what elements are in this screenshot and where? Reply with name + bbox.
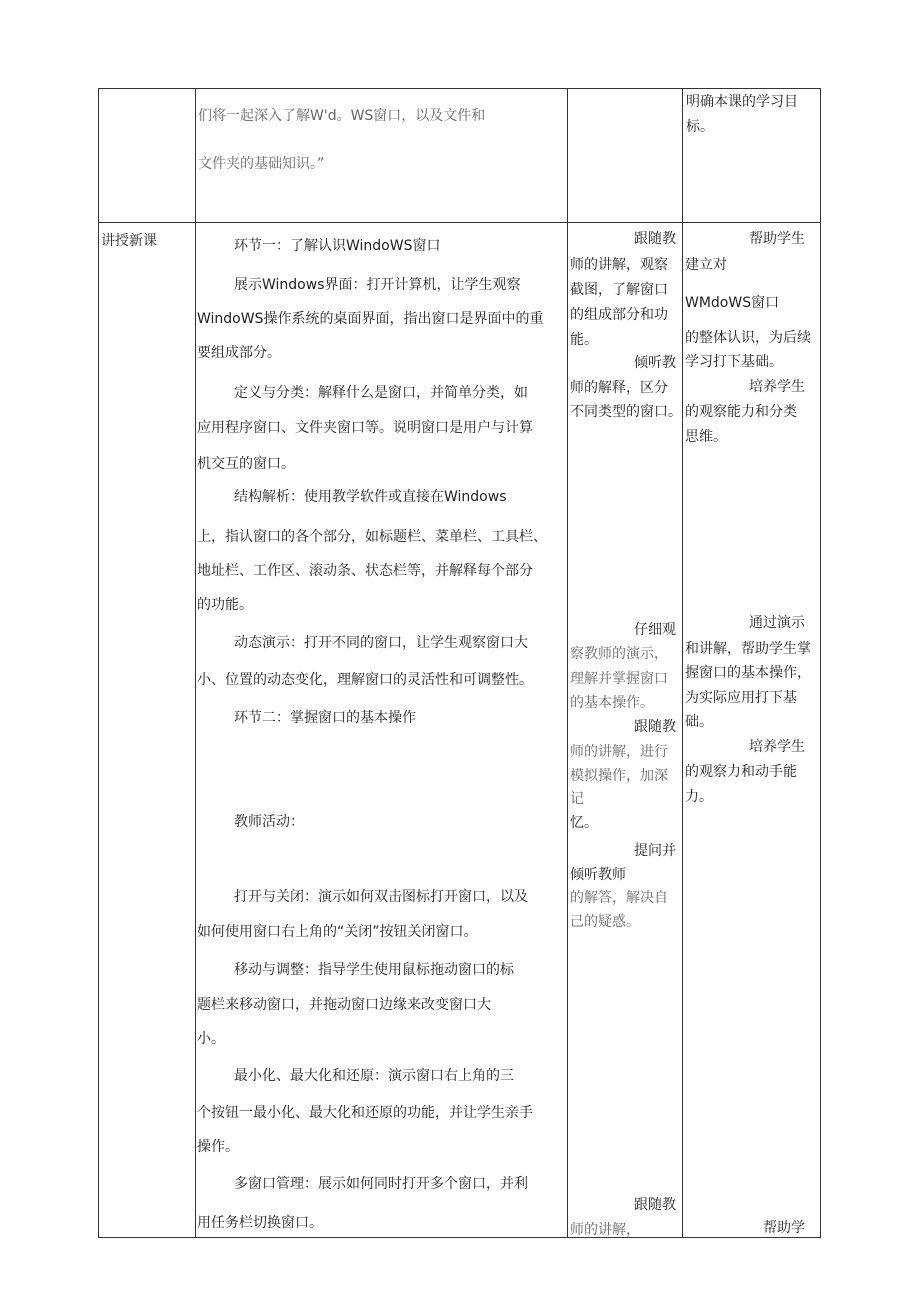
intro-lesson-line-2: 文件夹的基础知识。” <box>198 156 325 172</box>
teacher-activity-line: WindoWS操作系统的桌面界面，指出窗口是界面中的重 <box>197 311 544 327</box>
teacher-activity-line: 展示Windows界面：打开计算机，让学生观察 <box>234 277 521 293</box>
design-purpose-line: 的整体认识，为后续 <box>685 330 811 346</box>
teacher-activity-line: 用任务栏切换窗口。 <box>197 1215 323 1231</box>
design-purpose-line: 思维。 <box>685 429 727 445</box>
intro-lesson-line-1: 们将一起深入了解W'd。WS窗口，以及文件和 <box>198 108 486 124</box>
design-purpose-line: 力。 <box>685 789 713 805</box>
teacher-activity-line: 机交互的窗口。 <box>197 456 295 472</box>
teacher-activity-line: 要组成部分。 <box>197 345 281 361</box>
design-purpose-line: 的观察能力和分类 <box>685 404 797 420</box>
design-purpose-line: WMdoWS窗口 <box>685 295 780 311</box>
student-activity-line: 倾听教师 <box>570 867 626 883</box>
teacher-activity-line: 操作。 <box>197 1139 239 1155</box>
teacher-activity-line: 个按钮一最小化、最大化和还原的功能，并让学生亲手 <box>197 1105 533 1121</box>
teacher-activity-line: 移动与调整：指导学生使用鼠标拖动窗口的标 <box>234 962 514 978</box>
teacher-activity-line: 小、位置的动态变化，理解窗口的灵活性和可调整性。 <box>197 672 533 688</box>
design-purpose-line: 通过演示 <box>749 615 805 631</box>
student-activity-line: 记 <box>570 791 584 807</box>
teacher-activity-line: 的功能。 <box>197 597 253 613</box>
design-purpose-line: 和讲解，帮助学生掌 <box>685 641 811 657</box>
design-purpose-line: 培养学生 <box>749 379 805 395</box>
student-activity-line: 理解并掌握窗口 <box>570 671 668 687</box>
design-purpose-line: 培养学生 <box>749 739 805 755</box>
student-activity-line: 师的解释，区分 <box>570 380 668 396</box>
intro-purpose-cell <box>686 90 804 140</box>
student-activity-line: 仔细观 <box>634 622 676 638</box>
row-divider <box>98 222 821 223</box>
intro-purpose-text: 明确本课的学习目标。 <box>686 94 798 135</box>
intro-lesson-cell <box>198 103 563 177</box>
design-purpose-line: 握窗口的基本操作， <box>685 665 811 681</box>
teacher-activity-line: 应用程序窗口、文件夹窗口等。说明窗口是用户与计算 <box>197 420 533 436</box>
design-purpose-line: 的观察力和动手能 <box>685 764 797 780</box>
column-divider-1 <box>195 88 196 1238</box>
design-purpose-line: 帮助学 <box>763 1220 805 1236</box>
stage-label: 讲授新课 <box>101 233 157 249</box>
student-activity-line: 截图，了解窗口 <box>570 282 668 298</box>
student-activity-line: 跟随教 <box>634 1197 676 1213</box>
student-activity-line: 的基本操作。 <box>570 695 654 711</box>
design-purpose-line: 为实际应用打下基 <box>685 690 797 706</box>
student-activity-line: 跟随教 <box>634 231 676 247</box>
teacher-activity-line: 动态演示：打开不同的窗口，让学生观察窗口大 <box>234 635 528 651</box>
teacher-activity-line: 小。 <box>197 1031 225 1047</box>
teacher-activity-line: 上，指认窗口的各个部分，如标题栏、菜单栏、工具栏、 <box>197 529 547 545</box>
student-activity-line: 师的讲解， <box>570 1222 640 1238</box>
student-activity-line: 倾听教 <box>634 355 676 371</box>
student-activity-line: 跟随教 <box>634 719 676 735</box>
student-activity-line: 能。 <box>570 332 598 348</box>
student-activity-line: 的组成部分和功 <box>570 307 668 323</box>
teacher-activity-line: 定义与分类：解释什么是窗口，并简单分类，如 <box>234 385 528 401</box>
teacher-activity-line: 最小化、最大化和还原：演示窗口右上角的三 <box>234 1068 514 1084</box>
teacher-activity-line: 题栏来移动窗口，并拖动窗口边缘来改变窗口大 <box>197 997 491 1013</box>
student-activity-line: 己的疑惑。 <box>570 914 640 930</box>
student-activity-line: 提问并 <box>634 843 676 859</box>
student-activity-line: 察教师的演示， <box>570 646 668 662</box>
teacher-activity-line: 如何使用窗口右上角的“关闭”按钮关闭窗口。 <box>197 924 478 940</box>
student-activity-line: 的解答，解决自 <box>570 890 668 906</box>
design-purpose-line: 学习打下基础。 <box>685 354 783 370</box>
student-activity-line: 师的讲解，进行 <box>570 744 668 760</box>
design-purpose-line: 帮助学生 <box>749 231 805 247</box>
column-divider-3 <box>682 88 683 1238</box>
student-activity-line: 忆。 <box>570 815 598 831</box>
student-activity-line: 师的讲解，观察 <box>570 257 668 273</box>
student-activity-line: 模拟操作，加深 <box>570 768 668 784</box>
teacher-activity-line: 结构解析：使用教学软件或直接在Windows <box>234 489 507 505</box>
design-purpose-line: 建立对 <box>685 257 727 273</box>
student-activity-line: 不同类型的窗口。 <box>570 404 682 420</box>
design-purpose-line: 础。 <box>685 714 713 730</box>
teacher-activity-line: 多窗口管理：展示如何同时打开多个窗口，并利 <box>234 1176 528 1192</box>
teacher-activity-line: 地址栏、工作区、滚动条、状态栏等，并解释每个部分 <box>197 563 533 579</box>
teacher-activity-line: 教师活动： <box>234 814 304 830</box>
teacher-activity-line: 环节一：了解认识WindoWS窗口 <box>234 238 441 254</box>
teacher-activity-line: 环节二：掌握窗口的基本操作 <box>234 710 416 726</box>
teacher-activity-line: 打开与关闭：演示如何双击图标打开窗口，以及 <box>234 889 528 905</box>
